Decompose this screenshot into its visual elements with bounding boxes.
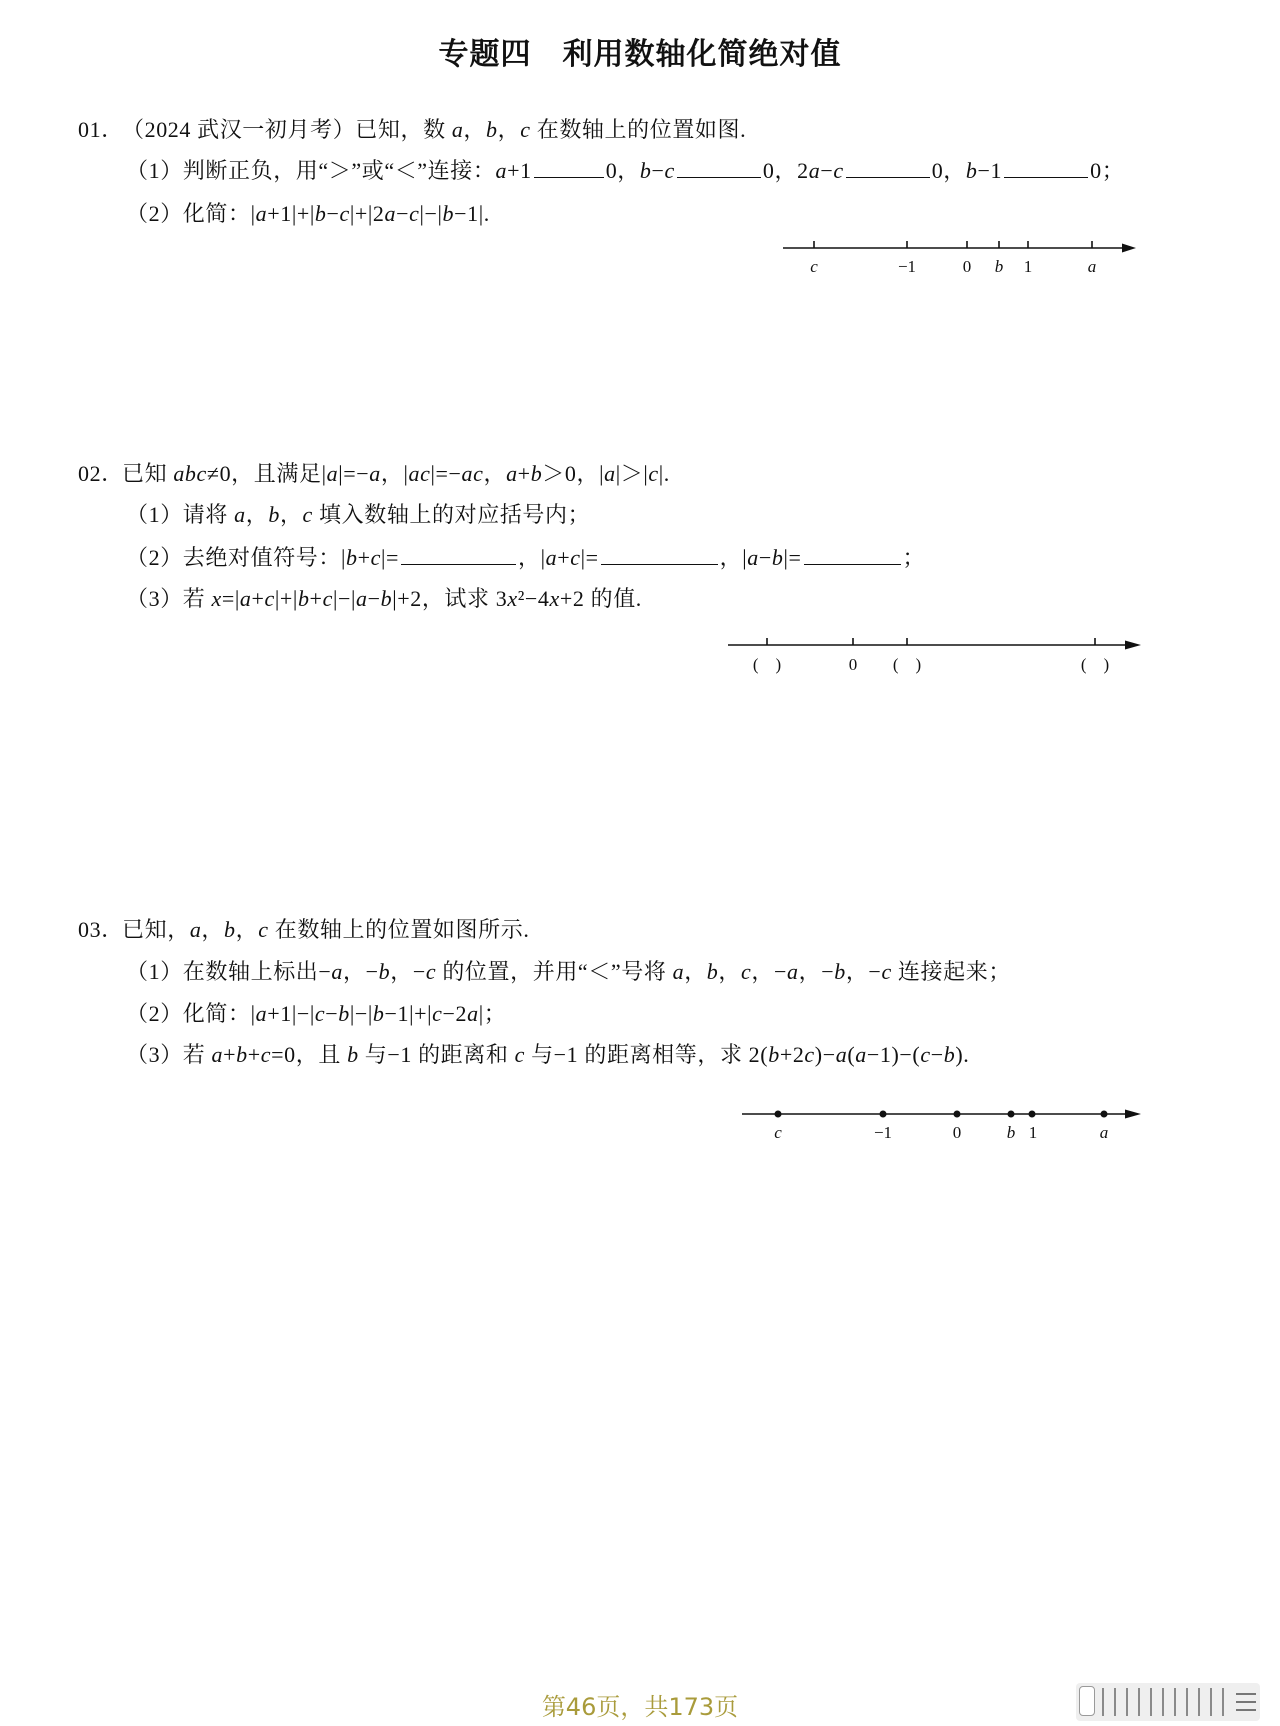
sub-question-text: 0，b−1	[931, 158, 1003, 183]
number-line-label: −1	[873, 1123, 893, 1142]
number-line-point	[1008, 1111, 1015, 1118]
sub-question-text: （1）判断正负，用“＞”或“＜”连接：a+1	[126, 158, 532, 183]
math-variable: a	[835, 1042, 848, 1067]
math-variable: c	[473, 461, 484, 486]
number-line-label: b	[1006, 1123, 1016, 1142]
scrubber-tick	[1210, 1688, 1212, 1716]
sub-question-2: （2）化简：|a+1|+|b−c|+|2a−c|−|b−1|.	[126, 201, 490, 226]
math-variable: b	[184, 461, 197, 486]
number-line-bracket: ( )	[892, 655, 922, 674]
math-variable: b	[347, 1042, 359, 1067]
math-variable: a	[855, 1042, 867, 1067]
sub-question-text: （2）去绝对值符号：|b+c|=	[126, 545, 400, 570]
math-variable: b	[486, 117, 498, 142]
math-variable: a	[239, 586, 252, 611]
scrubber-tick	[1138, 1688, 1140, 1716]
math-variable: b	[943, 1042, 956, 1067]
math-variable: a	[255, 201, 268, 226]
math-variable: b	[236, 1042, 248, 1067]
answer-blank	[677, 159, 761, 178]
math-variable: b	[834, 959, 846, 984]
math-variable: a	[408, 461, 421, 486]
number-line-1	[770, 228, 1150, 280]
answer-blank	[401, 546, 516, 565]
math-variable: c	[425, 959, 437, 984]
number-line-label: a	[1099, 1123, 1109, 1142]
math-variable: a	[234, 502, 246, 527]
math-variable: b	[378, 959, 391, 984]
sub-question-text: ，|a+c|=	[518, 545, 599, 570]
sub-question-1: （1）在数轴上标出−a，−b，−c 的位置，并用“＜”号将 a，b，c，−a，−b，−c 连接起来；	[126, 959, 1011, 984]
question-number: 02．	[78, 461, 124, 486]
sub-question-2	[126, 543, 925, 573]
scrubber-tick	[1102, 1688, 1104, 1716]
math-variable: c	[264, 586, 275, 611]
number-line-arrow	[1125, 641, 1141, 650]
math-variable: a	[461, 461, 474, 486]
math-variable: c	[420, 461, 431, 486]
number-line-label: 0	[952, 1123, 962, 1142]
scrubber-tick	[1186, 1688, 1188, 1716]
math-variable: c	[196, 461, 207, 486]
math-variable: c	[370, 545, 382, 570]
number-line-point	[954, 1111, 961, 1118]
math-variable: x	[507, 586, 518, 611]
math-variable: x	[549, 586, 560, 611]
question-stem: 已知，a，b，c 在数轴上的位置如图所示.	[122, 917, 530, 942]
math-variable: c	[339, 201, 350, 226]
math-variable: c	[648, 461, 659, 486]
math-variable: x	[211, 586, 222, 611]
sub-question-text: 0；	[1090, 158, 1125, 183]
scrubber-tick	[1150, 1688, 1152, 1716]
math-variable: c	[409, 201, 420, 226]
math-variable: a	[326, 461, 339, 486]
math-variable: a	[467, 1001, 479, 1026]
math-variable: c	[833, 158, 844, 183]
math-variable: a	[173, 461, 185, 486]
math-variable: c	[520, 117, 531, 142]
math-variable: a	[545, 545, 558, 570]
math-variable: c	[741, 959, 752, 984]
math-variable: a	[355, 586, 368, 611]
number-line-point	[775, 1111, 782, 1118]
math-variable: b	[372, 1001, 385, 1026]
math-variable: b	[297, 586, 310, 611]
math-variable: b	[224, 917, 236, 942]
menu-icon-line	[1236, 1709, 1256, 1711]
number-line-point	[1101, 1111, 1108, 1118]
math-variable: b	[771, 545, 784, 570]
math-variable: a	[211, 1042, 224, 1067]
math-variable: b	[442, 201, 455, 226]
math-variable: c	[432, 1001, 443, 1026]
scrubber-handle[interactable]	[1079, 1686, 1095, 1716]
math-variable: b	[639, 158, 652, 183]
math-variable: a	[331, 959, 344, 984]
number-line-point	[1029, 1111, 1036, 1118]
number-line-label: a	[1087, 257, 1097, 276]
page-scrubber-icon	[1102, 1688, 1224, 1716]
scrubber-tick	[1162, 1688, 1164, 1716]
sub-question-3: （3）若 a+b+c=0，且 b 与−1 的距离和 c 与−1 的距离相等，求 2(b+2c)−a(a−1)−(c−b).	[126, 1042, 970, 1067]
math-variable: b	[314, 201, 327, 226]
math-variable: c	[302, 502, 313, 527]
math-variable: c	[322, 586, 333, 611]
math-variable: c	[514, 1042, 525, 1067]
math-variable: b	[768, 1042, 780, 1067]
math-variable: a	[189, 917, 202, 942]
number-line-point	[880, 1111, 887, 1118]
page-title: 专题四 利用数轴化简绝对值	[438, 38, 842, 71]
page-indicator: 第46页，共173页	[541, 1693, 739, 1721]
math-variable: a	[384, 201, 397, 226]
scrubber-tick	[1114, 1688, 1116, 1716]
number-line-label: 0	[962, 257, 972, 276]
number-line-label: −1	[897, 257, 917, 276]
number-line-label: c	[774, 1123, 782, 1142]
math-variable: b	[530, 461, 543, 486]
number-line-label: b	[994, 257, 1004, 276]
math-variable: b	[338, 1001, 350, 1026]
number-line-bracket: ( )	[1080, 655, 1110, 674]
math-variable: c	[664, 158, 675, 183]
math-variable: c	[920, 1042, 931, 1067]
math-variable: b	[965, 158, 978, 183]
question-stem: （2024 武汉一初月考）已知，数 a，b，c 在数轴上的位置如图.	[122, 117, 747, 142]
sub-question-text: ；	[902, 545, 926, 570]
question-number: 03．	[78, 917, 124, 942]
scrubber-tick	[1126, 1688, 1128, 1716]
number-line-bracket: ( )	[752, 655, 782, 674]
sub-question-text: 0，b−c	[605, 158, 675, 183]
sub-question-text: ，|a−b|=	[719, 545, 802, 570]
scrubber-tick	[1198, 1688, 1200, 1716]
answer-blank	[846, 159, 930, 178]
number-line-label: 1	[1023, 257, 1033, 276]
question-number: 01．	[78, 117, 124, 142]
math-variable: a	[451, 117, 464, 142]
math-variable: a	[604, 461, 616, 486]
math-variable: c	[570, 545, 581, 570]
number-line-label: 1	[1028, 1123, 1038, 1142]
page-scrubber[interactable]	[1076, 1683, 1260, 1721]
math-variable: b	[346, 545, 358, 570]
number-line-label: c	[810, 257, 818, 276]
math-variable: c	[260, 1042, 272, 1067]
number-line-2	[715, 626, 1155, 680]
answer-blank	[534, 159, 604, 178]
sub-question-3: （3）若 x=|a+c|+|b+c|−|a−b|+2，试求 3x²−4x+2 的值.	[126, 586, 642, 611]
menu-icon[interactable]	[1236, 1693, 1256, 1711]
scrubber-tick	[1174, 1688, 1176, 1716]
number-line-arrow	[1125, 1110, 1141, 1119]
number-line-label: 0	[848, 655, 858, 674]
sub-question-text: 0，2a−c	[762, 158, 844, 183]
math-variable: a	[369, 461, 381, 486]
menu-icon-line	[1236, 1693, 1256, 1695]
sub-question-2: （2）化简：|a+1|−|c−b|−|b−1|+|c−2a|；	[126, 1001, 507, 1026]
math-variable: a	[495, 158, 508, 183]
math-variable: a	[808, 158, 821, 183]
math-variable: b	[380, 586, 393, 611]
math-variable: a	[672, 959, 685, 984]
question-stem: 已知 abc≠0，且满足|a|=−a，|ac|=−ac，a+b＞0，|a|＞|c|.	[122, 461, 670, 486]
math-variable: a	[255, 1001, 268, 1026]
math-variable: c	[258, 917, 269, 942]
number-line-3	[730, 1095, 1150, 1147]
answer-blank	[601, 546, 718, 565]
math-variable: b	[706, 959, 719, 984]
math-variable: a	[787, 959, 799, 984]
menu-icon-line	[1236, 1701, 1256, 1703]
math-variable: c	[804, 1042, 815, 1067]
math-variable: b	[268, 502, 280, 527]
answer-blank	[804, 546, 901, 565]
math-variable: c	[314, 1001, 326, 1026]
math-variable: c	[881, 959, 892, 984]
number-line-arrow	[1122, 244, 1136, 253]
scrubber-tick	[1222, 1688, 1224, 1716]
math-variable: a	[747, 545, 759, 570]
answer-blank	[1004, 159, 1088, 178]
sub-question-1	[126, 156, 1124, 186]
sub-question-1: （1）请将 a，b，c 填入数轴上的对应括号内；	[126, 502, 591, 527]
math-variable: a	[506, 461, 518, 486]
